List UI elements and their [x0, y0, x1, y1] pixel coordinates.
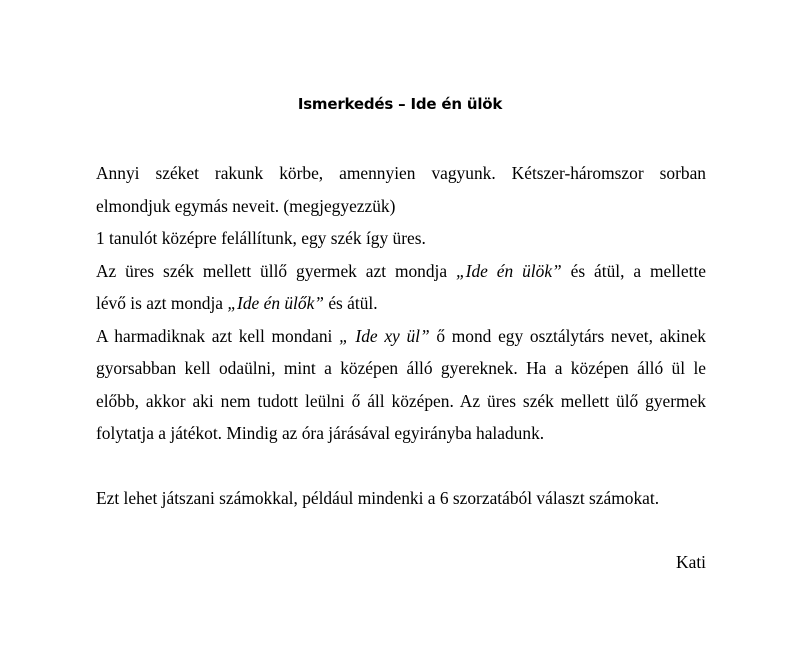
quoted-phrase: „Ide én ülök”	[456, 260, 562, 281]
variation-paragraph	[96, 482, 706, 515]
text-line: 1 tanulót középre felállítunk, egy szék így üres.	[96, 228, 426, 248]
text-segment: lévő is azt mondja	[96, 293, 228, 313]
text-segment: és átül, a mellette	[561, 260, 706, 281]
text-line	[96, 255, 706, 288]
text-line	[96, 320, 706, 353]
text-segment: A harmadiknak azt kell mondani	[96, 325, 340, 346]
text-line: gyorsabban kell odaülni, mint a középen álló gyereknek. Ha a középen álló ül le	[96, 358, 706, 378]
text-segment: Az üres szék mellett üllő gyermek azt mondja	[96, 260, 457, 281]
document-title: Ismerkedés – Ide én ülök	[297, 95, 503, 113]
rules-paragraph	[96, 157, 706, 450]
text-line: Ezt lehet játszani számokkal, például mindenki a 6 szorzatából választ számokat.	[96, 488, 660, 508]
text-line: elmondjuk egymás neveit. (megjegyezzük)	[96, 195, 396, 216]
author-signature: Kati	[676, 552, 706, 572]
text-line: folytatja a játékot. Mindig az óra járásával egyirányba haladunk.	[96, 423, 545, 443]
text-segment: és átül.	[323, 293, 378, 313]
text-segment: ő mond egy osztálytárs nevet, akinek	[429, 325, 706, 346]
text-line	[96, 287, 706, 320]
quoted-phrase: „ Ide xy ül”	[339, 325, 430, 346]
text-line: Annyi széket rakunk körbe, amennyien vagyunk. Kétszer-háromszor sorban	[96, 163, 706, 183]
text-line: előbb, akkor aki nem tudott leülni ő áll középen. Az üres szék mellett ülő gyermek	[96, 390, 706, 411]
quoted-phrase: „Ide én ülők”	[227, 293, 324, 313]
